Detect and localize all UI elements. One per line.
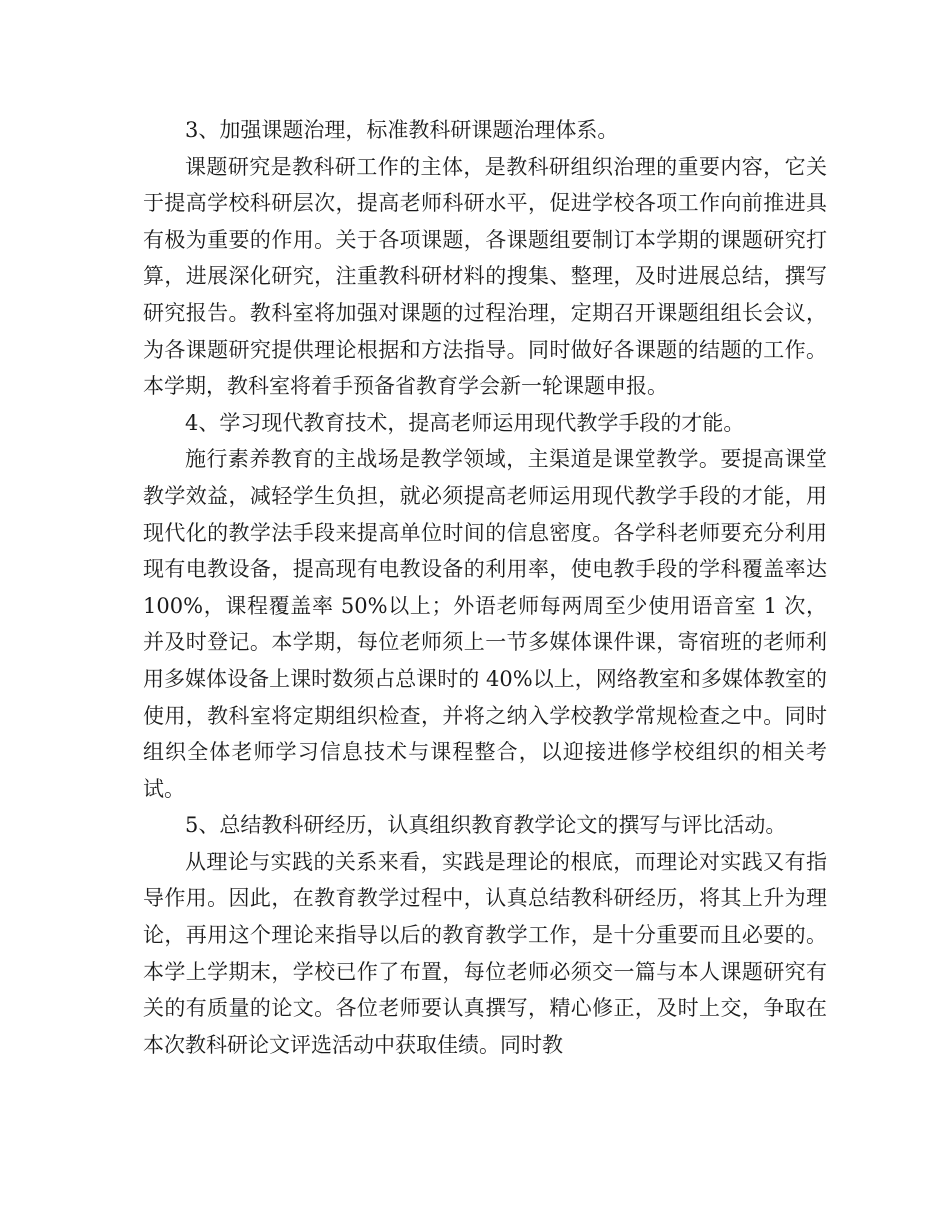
paragraph-theory-practice: 从理论与实践的关系来看，实践是理论的根底，而理论对实践又有指导作用。因此，在教育教学过程中，认真总结教科研经历，将其上升为理论，再用这个理论来指导以后的教育教学工作，是十分重要而且必要的。本学上学期末，学校已作了布置，每位老师必须交一篇与本人课题研究有关的有质量的论文。各位老师要认真撰写，精心修正，及时上交，争取在本次教科研论文评选活动中获取佳绩。同时教 — [143, 849, 827, 1057]
section-heading-3: 3、加强课题治理，标准教科研课题治理体系。 — [185, 118, 619, 142]
document-page — [143, 112, 827, 1063]
paragraph-education-technology: 施行素养教育的主战场是教学领域，主渠道是课堂教学。要提高课堂教学效益，减轻学生负担，就必须提高老师运用现代教学手段的才能，用现代化的教学法手段来提高单位时间的信息密度。各学科老师要充分利用现有电教设备，提高现有电教设备的利用率，使电教手段的学科覆盖率达 100%，课程覆盖率 50%以上；外语老师每两周至少使用语音室 1 次，并及时登记。本学期，每位老师须上一节多媒体课件课，寄宿班的老师利用多媒体设备上课时数须占总课时的 40%以上，网络教室和多媒体教室的使用，教科室将定期组织检查，并将之纳入学校教学常规检查之中。同时组织全体老师学习信息技术与课程整合，以迎接进修学校组织的相关考试。 — [143, 447, 827, 801]
section-heading-4: 4、学习现代教育技术，提高老师运用现代教学手段的才能。 — [185, 410, 745, 435]
paragraph-topic-research: 课题研究是教科研工作的主体，是教科研组织治理的重要内容，它关于提高学校科研层次，提高老师科研水平，促进学校各项工作向前推进具有极为重要的作用。关于各项课题，各课题组要制订本学期的课题研究打算，进展深化研究，注重教科研材料的搜集、整理，及时进展总结，撰写研究报告。教科室将加强对课题的过程治理，定期召开课题组组长会议，为各课题研究提供理论根据和方法指导。同时做好各课题的结题的工作。本学期，教科室将着手预备省教育学会新一轮课题申报。 — [143, 154, 827, 399]
section-heading-5: 5、总结教科研经历，认真组织教育教学论文的撰写与评比活动。 — [185, 813, 787, 838]
